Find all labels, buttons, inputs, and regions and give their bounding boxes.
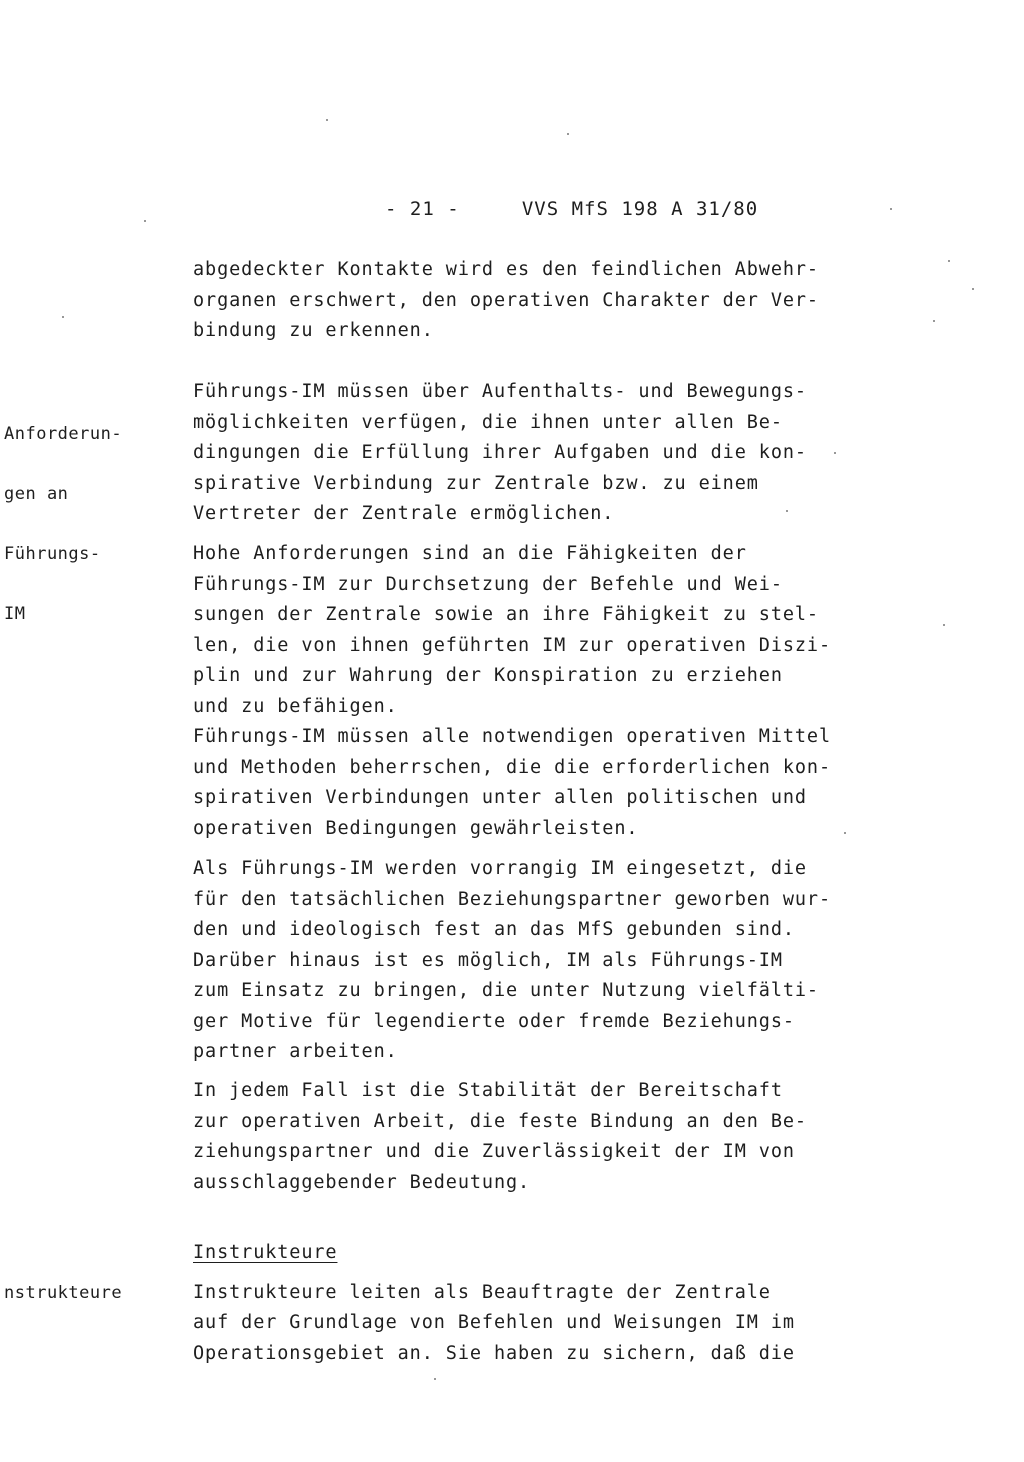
text-line: ziehungspartner und die Zuverlässigkeit der IM von [193, 1141, 795, 1162]
scan-speck [844, 832, 846, 834]
scan-speck [890, 208, 892, 210]
text-line: den und ideologisch fest an das MfS gebunden sind. [193, 919, 795, 940]
scan-speck [567, 133, 569, 135]
text-line: len, die von ihnen geführten IM zur operativen Diszi- [193, 634, 832, 656]
scan-speck [948, 260, 950, 262]
paragraph-5 [193, 1076, 853, 1198]
scan-speck [326, 119, 328, 121]
margin-line: IM [4, 604, 26, 624]
paragraph-1 [193, 255, 853, 347]
paragraph-2 [193, 377, 853, 530]
margin-line: gen an [4, 484, 69, 504]
text-line: abgedeckter Kontakte wird es den feindlichen Abwehr- [193, 259, 819, 280]
text-line: und Methoden beherrschen, die die erforderlichen kon- [193, 756, 832, 778]
text-line: spirativen Verbindungen unter allen politischen und [193, 787, 807, 808]
text-line: dingungen die Erfüllung ihrer Aufgaben und die kon- [193, 442, 807, 463]
scan-speck [834, 452, 836, 454]
scan-speck [144, 220, 146, 222]
section-instrukteure [193, 1238, 853, 1369]
text-line: Operationsgebiet an. Sie haben zu sichern, daß die [193, 1342, 795, 1364]
text-line: zum Einsatz zu bringen, die unter Nutzung vielfälti- [193, 980, 819, 1001]
text-line: möglichkeiten verfügen, die ihnen unter allen Be- [193, 411, 783, 433]
scan-speck [972, 288, 974, 290]
text-line: partner arbeiten. [193, 1041, 398, 1062]
paragraph-3 [193, 539, 853, 844]
text-line: ger Motive für legendierte oder fremde Beziehungs- [193, 1010, 795, 1032]
margin-note-anforderungen [4, 384, 122, 664]
text-line: spirative Verbindung zur Zentrale bzw. zu einem [193, 472, 759, 494]
text-line: In jedem Fall ist die Stabilität der Bereitschaft [193, 1080, 783, 1101]
text-line: zur operativen Arbeit, die feste Bindung an den Be- [193, 1110, 807, 1132]
text-line: bindung zu erkennen. [193, 320, 434, 341]
scan-speck [786, 510, 788, 512]
text-line: ausschlaggebender Bedeutung. [193, 1171, 531, 1193]
text-line: für den tatsächlichen Beziehungspartner geworben wur- [193, 888, 832, 910]
margin-note-instrukteure [4, 1243, 122, 1343]
text-line: auf der Grundlage von Befehlen und Weisungen IM im [193, 1312, 795, 1333]
scan-speck [62, 316, 64, 318]
scan-speck [933, 320, 935, 322]
text-line: operativen Bedingungen gewährleisten. [193, 817, 639, 839]
text-line: organen erschwert, den operativen Charakter der Ver- [193, 289, 819, 311]
page-header: - 21 - VVS MfS 198 A 31/80 [385, 198, 759, 220]
text-line: Als Führungs-IM werden vorrangig IM eingesetzt, die [193, 858, 807, 879]
section-heading: Instrukteure [193, 1242, 338, 1263]
margin-line: Führungs- [4, 544, 101, 564]
text-line: Führungs-IM müssen über Aufenthalts- und Bewegungs- [193, 381, 807, 402]
margin-line: nstrukteure [4, 1283, 123, 1303]
scan-speck [434, 1378, 436, 1380]
text-line: sungen der Zentrale sowie an ihre Fähigkeit zu stel- [193, 604, 819, 625]
text-line: Hohe Anforderungen sind an die Fähigkeiten der [193, 543, 747, 564]
text-line: Vertreter der Zentrale ermöglichen. [193, 503, 615, 524]
paragraph-4 [193, 854, 853, 1068]
text-line: plin und zur Wahrung der Konspiration zu erziehen [193, 665, 783, 686]
scan-speck [943, 624, 945, 626]
text-line: Führungs-IM müssen alle notwendigen operativen Mittel [193, 726, 832, 747]
text-line: Instrukteure leiten als Beauftragte der Zentrale [193, 1281, 771, 1303]
text-line: Darüber hinaus ist es möglich, IM als Führungs-IM [193, 949, 783, 971]
margin-line: Anforderun- [4, 424, 123, 444]
text-line: Führungs-IM zur Durchsetzung der Befehle und Wei- [193, 573, 783, 595]
text-line: und zu befähigen. [193, 695, 398, 717]
